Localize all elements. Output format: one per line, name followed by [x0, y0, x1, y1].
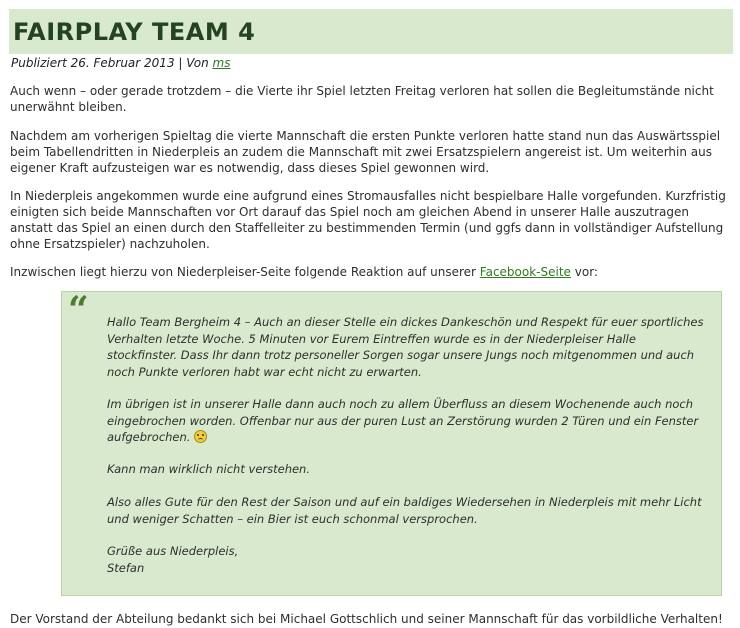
quote-greeting: Grüße aus Niederpleis, [107, 544, 239, 558]
quote-signature: Stefan [107, 561, 145, 575]
paragraph-blackout: In Niederpleis angekommen wurde eine aufgrund eines Stromausfalles nicht bespielbare Halle vorgefunden. Kurzfristig einigten sich beide Mannschaften vor Ort darauf das Spiel noch am gleichen Abend in unserer Halle auszutragen anstatt das Spiel an einen durch den Staffelleiter zu bestimmenden Termin (und ggfs dann in vollständiger Aufstellung ohne Ersatzspieler) nachzuholen. [10, 189, 726, 251]
quote-mark-icon: “ [68, 289, 89, 331]
paragraph-closing: Der Vorstand der Abteilung bedankt sich bei Michael Gottschlich und seiner Mannschaft für das vorbildliche Verhalten! [10, 612, 723, 626]
quote-paragraph-3: Kann man wirklich nicht verstehen. [107, 462, 311, 476]
paragraph-intro: Auch wenn – oder gerade trotzdem – die Vierte ihr Spiel letzten Freitag verloren hat sollen die Begleitumstände nicht unerwähnt bleiben. [10, 84, 714, 114]
published-date: Publiziert 26. Februar 2013 | Von [11, 56, 213, 70]
post-meta [11, 55, 230, 71]
quote-paragraph-4: Also alles Gute für den Rest der Saison und auf ein baldiges Wiedersehen in Niederpleis mit mehr Licht und weniger Schatten – ein Bier ist euch schonmal versprochen. [107, 495, 702, 526]
quote-paragraph-2 [107, 396, 707, 446]
facebook-text-before: Inzwischen liegt hierzu von Niederpleiser-Seite folgende Reaktion auf unserer [10, 265, 480, 279]
quote-paragraph-1: Hallo Team Bergheim 4 – Auch an dieser Stelle ein dickes Dankeschön und Respekt für euer sportliches Verhalten letzte Woche. 5 Minuten vor Eurem Eintreffen wurde es in der Niederpleiser Halle stockfinster. Dass Ihr dann trotz personeller Sorgen sogar unsere Jungs noch mitgenommen und auch noch Punkte verloren habt war echt nicht zu erwarten. [107, 315, 704, 379]
facebook-text-after: vor: [570, 265, 598, 279]
paragraph-background: Nachdem am vorherigen Spieltag die vierte Mannschaft die ersten Punkte verloren hatte stand nun das Auswärtsspiel beim Tabellendritten in Niederpleis an zudem die Mannschaft mit zwei Ersatzspielern angereist ist. Um weiterhin aus eigener Kraft aufzusteigen war es notwendig, dass dieses Spiel gewonnen wird. [10, 129, 721, 175]
facebook-link[interactable]: Facebook-Seite [479, 265, 571, 279]
paragraph-facebook [10, 264, 732, 280]
blockquote [61, 291, 722, 596]
page-title: FAIRPLAY TEAM 4 [13, 18, 256, 46]
sad-smiley-icon [194, 430, 207, 443]
author-link[interactable]: ms [212, 56, 231, 70]
quote-paragraph-2-text: Im übrigen ist in unserer Halle dann auch noch zu allem Überfluss an diesem Wochenende auch noch eingebrochen worden. Offenbar nur aus der puren Lust an Zerstörung wurden 2 Türen und ein Fenster aufgebrochen. [107, 397, 699, 444]
